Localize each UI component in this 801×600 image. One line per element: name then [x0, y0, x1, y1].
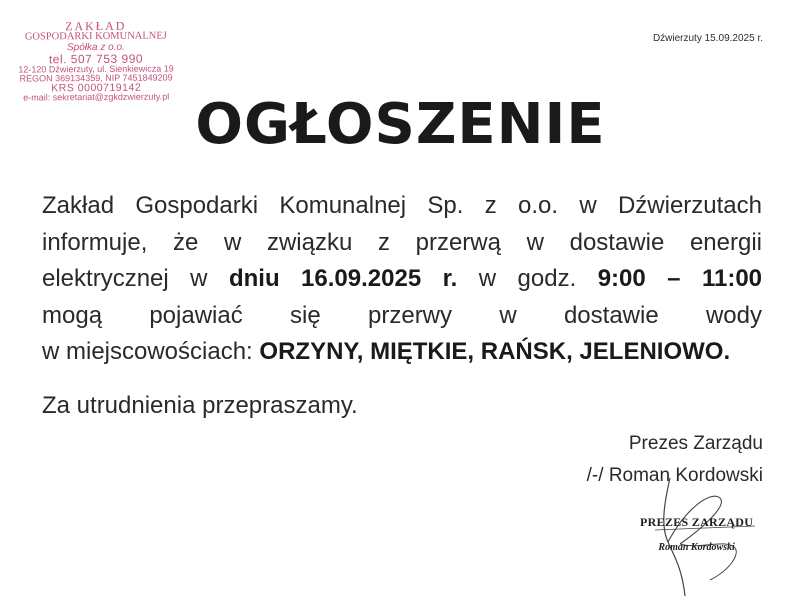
stamp-line: 12-120 Dźwierzuty, ul. Sienkiewicza 19	[18, 62, 174, 75]
company-stamp	[8, 19, 185, 102]
president-name: /-/ Roman Kordowski	[586, 465, 763, 486]
affected-villages: ORZYNY, MIĘTKIE, RAŃSK, JELENIOWO.	[259, 338, 731, 365]
document-date: Dźwierzuty 15.09.2025 r.	[652, 33, 763, 44]
signature-stamp-name: Roman Kordowski	[658, 542, 735, 553]
body-text-segment: elektrycznej w	[42, 265, 208, 292]
stamp-line: Spółka z o.o.	[66, 41, 125, 53]
body-line-2: informuje, że w związku z przerwą w dostawie energii	[42, 228, 762, 256]
announcement-body	[42, 188, 762, 371]
stamp-line: KRS 0000719142	[51, 81, 142, 94]
apology-text: Za utrudnienia przepraszamy.	[42, 392, 358, 419]
body-line-3	[42, 261, 762, 298]
body-text-segment: w miejscowościach:	[42, 338, 253, 365]
stamp-line: ZAKŁAD	[65, 18, 127, 34]
stamp-line: tel. 507 753 990	[48, 51, 144, 66]
body-text-segment: w godz.	[478, 265, 577, 292]
body-line-1: Zakład Gospodarki Komunalnej Sp. z o.o. w Dźwierzutach	[42, 192, 762, 219]
body-line-5	[42, 334, 762, 371]
document-title: OGŁOSZENIE	[195, 92, 606, 157]
signature-stamp	[640, 515, 753, 553]
president-title: Prezes Zarządu	[628, 433, 763, 454]
stamp-line: e-mail: sekretariat@zgkdzwierzuty.pl	[23, 91, 170, 103]
signature-stamp-title: PREZES ZARZĄDU	[640, 515, 754, 529]
outage-date: dniu 16.09.2025 r.	[228, 265, 458, 292]
stamp-line: REGON 369134359, NIP 7451849209	[19, 71, 173, 84]
stamp-line: GOSPODARKI KOMUNALNEJ	[24, 30, 167, 43]
outage-hours: 9:00 – 11:00	[597, 265, 763, 292]
body-line-4: mogą pojawiać się przerwy w dostawie wody	[42, 301, 762, 329]
